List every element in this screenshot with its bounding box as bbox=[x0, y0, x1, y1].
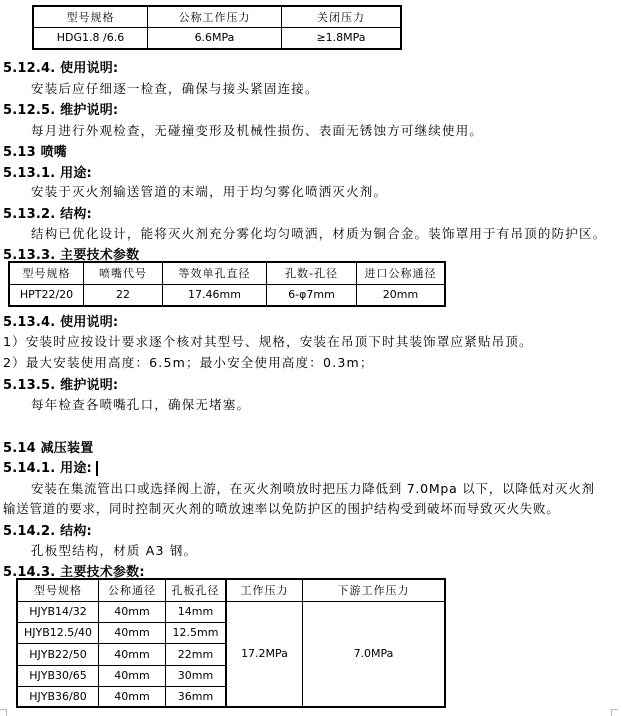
list-item: 1）安装时应按设计要求逐个核对其型号、规格，安装在吊顶下时其装饰罩应紧贴吊顶。 bbox=[3, 334, 533, 349]
table-cell: 22mm bbox=[166, 643, 227, 665]
table-cell: 40mm bbox=[99, 643, 166, 665]
merged-cell-working-pressure: 17.2MPa bbox=[226, 601, 303, 707]
table-cell: 30mm bbox=[166, 665, 227, 686]
nozzle-spec-table bbox=[8, 261, 446, 307]
section-heading: 5.13.4. 使用说明: bbox=[3, 315, 119, 330]
paragraph: 安装在集流管出口或选择阀上游，在灭火剂喷放时把压力降低到 7.0Mpa 以下，以降低对灭火剂 bbox=[31, 481, 595, 496]
valve-spec-table bbox=[32, 5, 402, 50]
table-cell: 14mm bbox=[166, 601, 227, 622]
table-cell: 40mm bbox=[99, 622, 166, 643]
table-cell: 6.6MPa bbox=[148, 27, 282, 49]
section-heading: 5.14.2. 结构: bbox=[3, 524, 92, 539]
paragraph: 孔板型结构，材质 A3 钢。 bbox=[31, 543, 198, 558]
table-header: 公称工作压力 bbox=[148, 6, 282, 27]
table-cell: 6-φ7mm bbox=[267, 284, 357, 306]
table-cell: HJYB14/32 bbox=[17, 601, 99, 622]
section-heading-text: 5.14.1. 用途: bbox=[3, 461, 92, 476]
section-heading: 5.12.5. 维护说明: bbox=[3, 103, 119, 118]
table-cell: HJYB22/50 bbox=[17, 643, 99, 665]
pressure-reducer-spec-table bbox=[16, 578, 446, 708]
table-header: 关闭压力 bbox=[282, 6, 402, 27]
table-cell: HJYB36/80 bbox=[17, 686, 99, 707]
paragraph: 安装于灭火剂输送管道的末端，用于均匀雾化喷洒灭火剂。 bbox=[31, 184, 388, 199]
section-heading: 5.14.3. 主要技术参数: bbox=[3, 565, 145, 580]
paragraph: 安装后应仔细逐一检查，确保与接头紧固连接。 bbox=[31, 81, 319, 96]
table-header: 孔数-孔径 bbox=[267, 262, 357, 284]
table-header: 型号规格 bbox=[17, 579, 99, 601]
table-cell: 40mm bbox=[99, 686, 166, 707]
table-cell: ≥1.8MPa bbox=[282, 27, 402, 49]
table-cell: 20mm bbox=[357, 284, 446, 306]
section-heading: 5.13 喷嘴 bbox=[3, 145, 68, 160]
section-heading: 5.14 减压装置 bbox=[3, 441, 94, 456]
table-cell: HPT22/20 bbox=[9, 284, 84, 306]
paragraph: 结构已优化设计，能将灭火剂充分雾化均匀喷洒，材质为铜合金。装饰罩用于有吊顶的防护区。 bbox=[31, 226, 607, 241]
paragraph: 输送管道的要求，同时控制灭火剂的喷放速率以免防护区的围护结构受到破坏而导致灭火失败。 bbox=[3, 501, 560, 516]
table-header: 工作压力 bbox=[226, 579, 303, 601]
section-heading: 5.13.3. 主要技术参数 bbox=[3, 248, 140, 263]
section-heading: 5.12.4. 使用说明: bbox=[3, 61, 119, 76]
table-cell: 40mm bbox=[99, 665, 166, 686]
table-cell: HJYB12.5/40 bbox=[17, 622, 99, 643]
paragraph: 每年检查各喷嘴孔口，确保无堵塞。 bbox=[31, 397, 251, 412]
table-cell: 40mm bbox=[99, 601, 166, 622]
table-cell: HJYB30/65 bbox=[17, 665, 99, 686]
table-cell: 12.5mm bbox=[166, 622, 227, 643]
table-header: 等效单孔直径 bbox=[163, 262, 267, 284]
section-heading-with-cursor[interactable] bbox=[3, 457, 98, 476]
table-cell: 17.46mm bbox=[163, 284, 267, 306]
paragraph: 每月进行外观检查，无碰撞变形及机械性损伤、表面无锈蚀方可继续使用。 bbox=[31, 123, 484, 138]
table-header: 公称通径 bbox=[99, 579, 166, 601]
table-header: 孔板孔径 bbox=[166, 579, 227, 601]
table-header: 型号规格 bbox=[33, 6, 148, 27]
list-item: 2）最大安装使用高度：6.5m；最小安全使用高度：0.3m； bbox=[3, 355, 374, 370]
section-heading: 5.13.2. 结构: bbox=[3, 207, 92, 222]
text-cursor bbox=[96, 461, 98, 476]
table-cell: 36mm bbox=[166, 686, 227, 707]
table-cell: HDG1.8 /6.6 bbox=[33, 27, 148, 49]
section-heading: 5.13.1. 用途: bbox=[3, 166, 92, 181]
merged-cell-downstream-pressure: 7.0MPa bbox=[303, 601, 446, 707]
table-cell: 22 bbox=[84, 284, 163, 306]
section-heading: 5.13.5. 维护说明: bbox=[3, 378, 119, 393]
table-header: 下游工作压力 bbox=[303, 579, 446, 601]
table-header: 喷嘴代号 bbox=[84, 262, 163, 284]
table-header: 进口公称通径 bbox=[357, 262, 446, 284]
table-header: 型号规格 bbox=[9, 262, 84, 284]
